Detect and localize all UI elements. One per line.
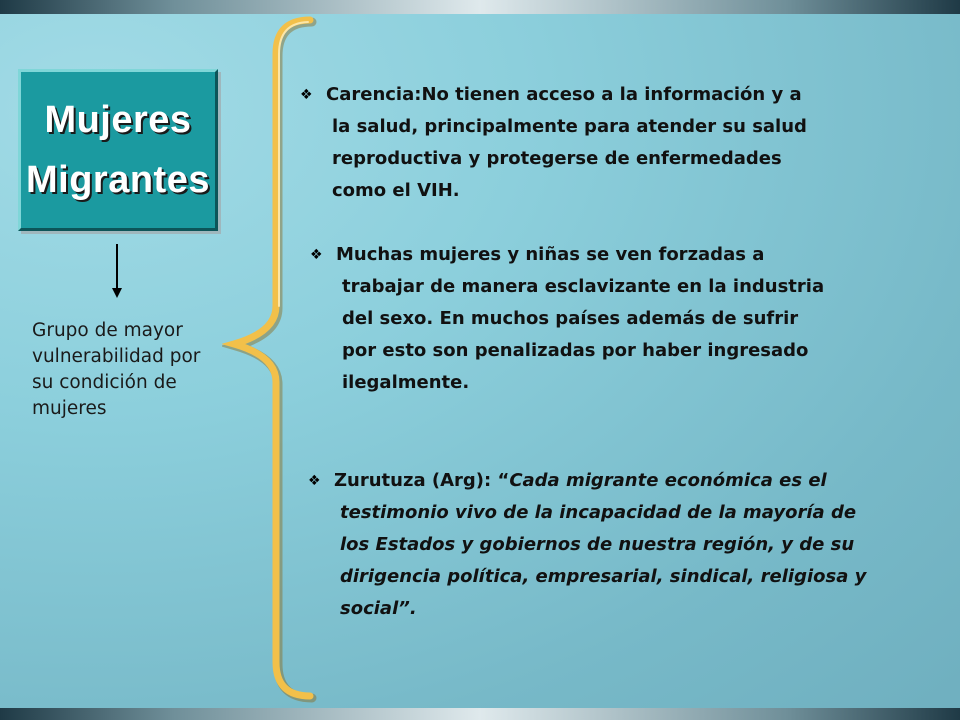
title-line-1: Mujeres <box>44 99 192 141</box>
bullet-text: trabajar de manera esclavizante en la industria <box>342 276 825 297</box>
side-note-line: su condición de <box>32 372 177 393</box>
quote-text: testimonio vivo de la incapacidad de la mayoría de <box>340 502 857 523</box>
title-box <box>18 69 218 231</box>
down-arrow-head-icon <box>112 288 122 298</box>
diamond-bullet-icon: ❖ <box>308 473 321 489</box>
bullet-text: del sexo. En muchos países además de sufrir <box>342 308 799 329</box>
bullet-text: como el VIH. <box>332 180 460 201</box>
down-arrow-icon <box>116 244 118 290</box>
quote-text: dirigencia política, empresarial, sindical, religiosa y <box>340 566 867 587</box>
bullet-text: Muchas mujeres y niñas se ven forzadas a <box>336 244 765 265</box>
quote-text: social”. <box>340 598 417 619</box>
diamond-bullet-icon: ❖ <box>300 87 313 103</box>
side-note-line: vulnerabilidad por <box>32 346 201 367</box>
top-decorative-band <box>0 0 960 14</box>
side-note <box>32 318 242 422</box>
title-line-2: Migrantes <box>26 159 210 201</box>
diamond-bullet-icon: ❖ <box>310 247 323 263</box>
side-note-line: mujeres <box>32 398 107 419</box>
bullet-industria-sexo <box>310 239 920 399</box>
bullet-text: por esto son penalizadas por haber ingresado <box>342 340 809 361</box>
bullet-zurutuza-quote <box>308 465 948 625</box>
bullet-text: reproductiva y protegerse de enfermedades <box>332 148 782 169</box>
quote-text: Cada migrante económica es el <box>509 470 827 491</box>
bullet-text: Carencia:No tienen acceso a la información y a <box>326 84 802 105</box>
side-note-line: Grupo de mayor <box>32 320 183 341</box>
bottom-decorative-band <box>0 708 960 720</box>
quote-text: los Estados y gobiernos de nuestra región, y de su <box>340 534 855 555</box>
bullet-text: ilegalmente. <box>342 372 470 393</box>
bullet-text: la salud, principalmente para atender su salud <box>332 116 807 137</box>
quote-author: Zurutuza (Arg): “ <box>334 470 510 491</box>
bullet-carencia <box>300 79 900 207</box>
